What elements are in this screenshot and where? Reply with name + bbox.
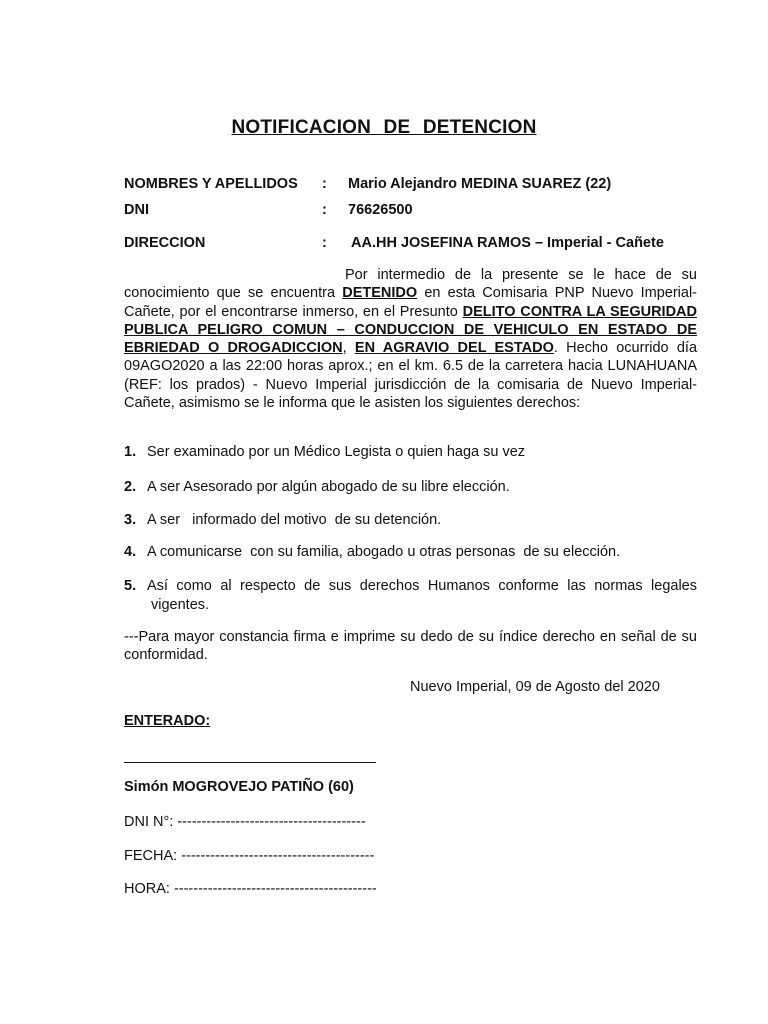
right-text: A ser informado del motivo de su detención. xyxy=(147,512,442,528)
right-item xyxy=(124,443,697,462)
right-text-continuation: vigentes. xyxy=(151,597,210,613)
field-label: DIRECCION xyxy=(124,235,206,251)
hora-blank-line: HORA: ------------------------------------------ xyxy=(124,881,377,897)
signer-name: Simón MOGROVEJO PATIÑO (60) xyxy=(124,779,354,795)
dni-blank-line: DNI N°: --------------------------------------- xyxy=(124,814,366,830)
signature-line xyxy=(124,762,376,763)
body-text: , xyxy=(342,340,347,357)
enterado-heading: ENTERADO: xyxy=(124,713,211,729)
offense-emphasis: DELITO CONTRA LA SEGURIDAD PUBLICA PELIGRO COMUN – CONDUCCION DE VEHICULO EN ESTADO DE EBRIEDAD O DROGADICCION xyxy=(124,303,697,357)
closing-paragraph: ---Para mayor constancia firma e imprime su dedo de su índice derecho en señal de su conformidad. xyxy=(124,629,697,664)
right-number: 2. xyxy=(124,479,137,495)
document-title: NOTIFICACION DE DETENCION xyxy=(231,117,537,138)
field-colon: : xyxy=(322,202,327,218)
notification-paragraph xyxy=(124,266,697,412)
right-text: A ser Asesorado por algún abogado de su libre elección. xyxy=(147,479,510,495)
field-colon: : xyxy=(322,176,327,192)
right-number: 3. xyxy=(124,512,137,528)
field-colon: : xyxy=(322,235,327,251)
right-item xyxy=(124,478,697,497)
field-value: 76626500 xyxy=(348,202,413,218)
right-number: 4. xyxy=(124,544,137,560)
body-text: Por intermedio de la presente se le hace de su conocimiento que se encuentra xyxy=(124,267,697,302)
right-number: 5. xyxy=(124,578,137,594)
field-label: DNI xyxy=(124,202,149,218)
field-label: NOMBRES Y APELLIDOS xyxy=(124,176,298,192)
detenido-emphasis: DETENIDO xyxy=(342,285,418,302)
field-value: AA.HH JOSEFINA RAMOS – Imperial - Cañete xyxy=(351,235,664,251)
right-text: Ser examinado por un Médico Legista o quien haga su vez xyxy=(147,444,526,460)
body-text: en esta Comisaria PNP Nuevo Imperial-Cañete, por el encontrarse inmerso, en el Presunto xyxy=(124,285,698,320)
right-text: Así como al respecto de sus derechos Humanos conforme las normas legales xyxy=(147,578,697,594)
right-item xyxy=(124,511,697,530)
right-item xyxy=(124,577,697,615)
fecha-blank-line: FECHA: ---------------------------------------- xyxy=(124,848,375,864)
body-text: . Hecho ocurrido día 09AGO2020 a las 22:00 horas aprox.; en el km. 6.5 de la carretera hacia LUNAHUANA (REF: los prados) - Nuevo Imperial jurisdicción de la comisaria de Nuevo Imperial-Cañete, asimismo se le informa que le asisten los siguientes derechos: xyxy=(124,340,698,412)
agravio-emphasis: EN AGRAVIO DEL ESTADO xyxy=(354,340,554,357)
place-and-date: Nuevo Imperial, 09 de Agosto del 2020 xyxy=(410,679,660,695)
right-number: 1. xyxy=(124,444,137,460)
right-item xyxy=(124,543,697,562)
right-text: A comunicarse con su familia, abogado u otras personas de su elección. xyxy=(147,544,621,560)
field-value: Mario Alejandro MEDINA SUAREZ (22) xyxy=(348,176,612,192)
